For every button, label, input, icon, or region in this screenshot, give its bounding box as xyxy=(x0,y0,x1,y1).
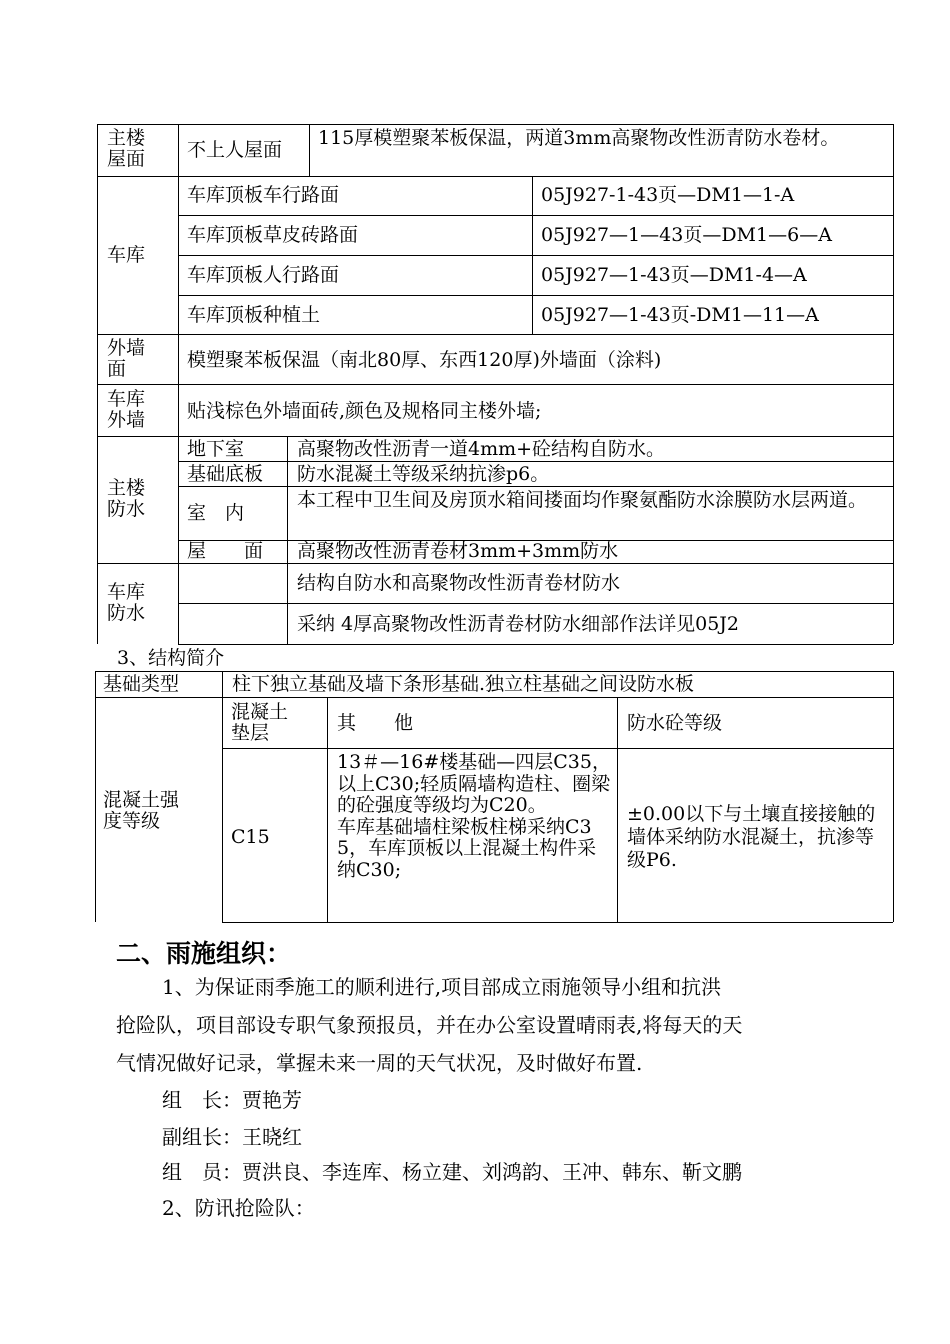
garage-row-label: 车库顶板草皮砖路面 xyxy=(187,224,359,246)
garage-row-ref: 05J927-1-43页—DM1—1-A xyxy=(541,184,795,206)
wall-group-label: 外墙 面 xyxy=(107,337,146,380)
list-item: 2、防讯抢险队： xyxy=(162,1196,315,1220)
garage-row-ref: 05J927—1-43页-DM1—11—A xyxy=(541,304,819,326)
section-heading: 二、雨施组织： xyxy=(116,939,292,968)
waterproof-row-desc: 本工程中卫生间及房顶水箱间搂面均作聚氨酯防水涂膜防水层两道。 xyxy=(297,489,868,511)
cushion-value: C15 xyxy=(231,826,270,848)
roof-type: 不上人屋面 xyxy=(187,139,283,161)
vice-leader: 副组长：王晓红 xyxy=(162,1125,302,1149)
col-other-header: 其 他 xyxy=(337,712,414,734)
wall-desc: 模塑聚苯板保温（南北80厚、东西120厚)外墙面（涂料) xyxy=(187,349,662,371)
strength-grade-label: 混凝土强 度等级 xyxy=(103,789,180,832)
paragraph-line: 抢险队，项目部设专职气象预报员，并在办公室设置晴雨表,将每天的天 xyxy=(116,1013,743,1037)
garage-row-ref: 05J927—1-43页—DM1-4—A xyxy=(541,264,807,286)
other-value: 13＃—16#楼基础—四层C35，以上C30;轻质隔墙构造柱、圈梁的砼强度等级均为C20。 车库基础墙柱梁板柱梯采纳C35，车库顶板以上混凝土构件采纳C30; xyxy=(337,751,611,881)
waterproof-row-label: 屋 面 xyxy=(187,540,264,562)
waterproof-group-label: 主楼 防水 xyxy=(107,477,146,520)
garage-wall-group-label: 车库 外墙 xyxy=(107,388,146,431)
waterproof-row-label: 基础底板 xyxy=(187,463,264,485)
garage-group-label: 车库 xyxy=(107,244,146,266)
garage-row-label: 车库顶板种植土 xyxy=(187,304,321,326)
col-cushion-header: 混凝土 垫层 xyxy=(231,701,289,744)
roof-desc: 115厚模塑聚苯板保温，两道3mm高聚物改性沥青防水卷材。 xyxy=(318,127,840,149)
garage-row-ref: 05J927—1—43页—DM1—6—A xyxy=(541,224,832,246)
col-waterproof-header: 防水砼等级 xyxy=(627,712,723,734)
waterproof-row-desc: 防水混凝土等级采纳抗渗p6。 xyxy=(297,463,550,485)
roof-group-label: 主楼 屋面 xyxy=(107,127,146,170)
garage-wp-desc: 采纳 4厚高聚物改性沥青卷材防水细部作法详见05J2 xyxy=(297,613,740,635)
section-title: 3、结构简介 xyxy=(117,647,225,669)
waterproof-row-desc: 高聚物改性沥青卷材3mm+3mm防水 xyxy=(297,540,619,562)
paragraph-line: 1、为保证雨季施工的顺利进行,项目部成立雨施领导小组和抗洪 xyxy=(162,975,722,999)
garage-row-label: 车库顶板人行路面 xyxy=(187,264,340,286)
garage-wall-desc: 贴浅棕色外墙面砖,颜色及规格同主楼外墙; xyxy=(187,400,542,422)
waterproof-row-label: 室 内 xyxy=(187,502,245,524)
waterproof-row-desc: 高聚物改性沥青一道4mm+砼结构自防水。 xyxy=(297,438,666,460)
waterproof-row-label: 地下室 xyxy=(187,438,245,460)
foundation-type-label: 基础类型 xyxy=(103,673,180,695)
foundation-type-desc: 柱下独立基础及墙下条形基础.独立柱基础之间设防水板 xyxy=(232,673,695,695)
team-leader: 组 长：贾艳芳 xyxy=(162,1088,302,1112)
garage-wp-desc: 结构自防水和高聚物改性沥青卷材防水 xyxy=(297,572,621,594)
team-members: 组 员：贾洪良、李连库、杨立建、刘鸿韵、王冲、韩东、靳文鹏 xyxy=(162,1160,742,1184)
waterproof-grade-value: ±0.00以下与土壤直接接触的墙体采纳防水混凝土，抗渗等级P6. xyxy=(627,803,876,871)
paragraph-line: 气情况做好记录，掌握未来一周的天气状况，及时做好布置. xyxy=(116,1051,643,1075)
garage-wp-group-label: 车库 防水 xyxy=(107,581,146,624)
garage-row-label: 车库顶板车行路面 xyxy=(187,184,340,206)
